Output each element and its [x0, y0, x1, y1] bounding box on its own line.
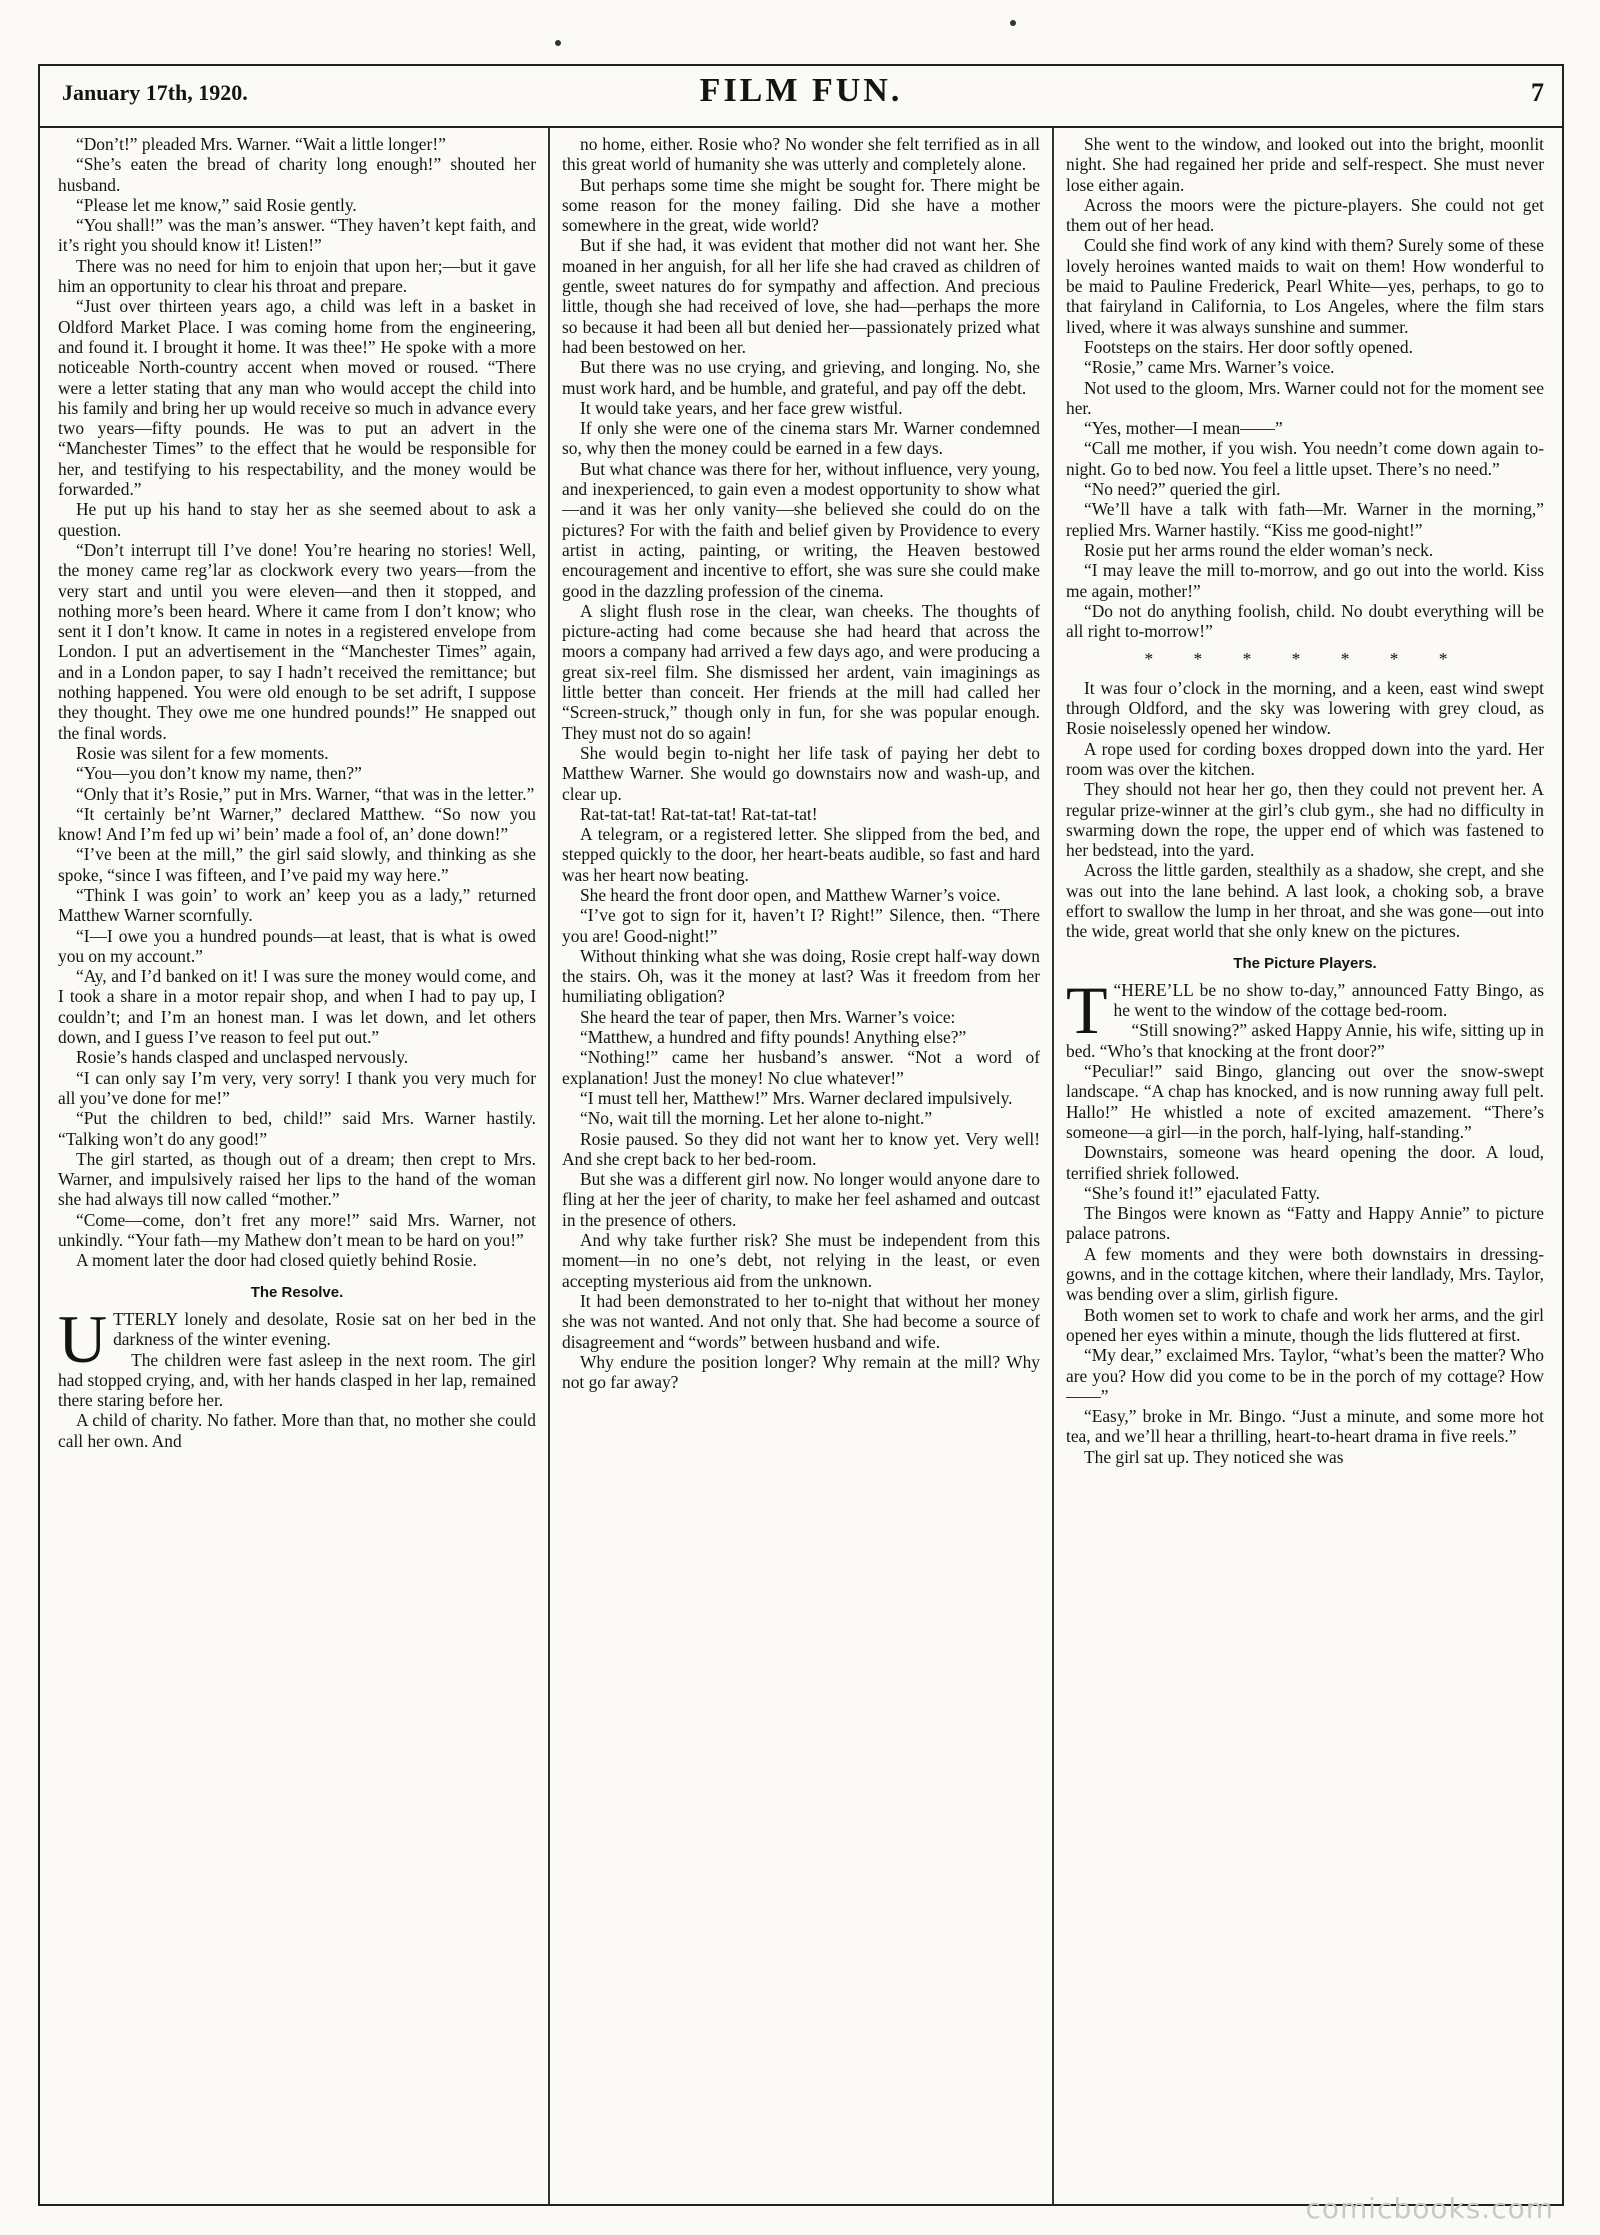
watermark: comicbooks.com	[1305, 2192, 1554, 2225]
article-paragraph: Rosie’s hands clasped and unclasped nervously.	[76, 1047, 409, 1068]
article-paragraph: “I may leave the mill to-morrow, and go out into the world. Kiss me again, mother!”	[1066, 560, 1544, 601]
article-paragraph: The children were fast asleep in the next room. The girl had stopped crying, and, with her hands clasped in her lap, remained there staring before her.	[58, 1349, 536, 1411]
publication-title: FILM FUN.	[699, 72, 903, 109]
page-header	[40, 66, 1562, 128]
article-paragraph: “Call me mother, if you wish. You needn’t come down again to-night. Go to bed now. You feel a little upset. There’s no need.”	[1066, 438, 1544, 479]
article-paragraph: And why take further risk? She must be independent from this moment—in no one’s debt, not relying in the least, or even accepting mysterious aid from the unknown.	[562, 1230, 1040, 1291]
article-paragraph: Both women set to work to chafe and work her arms, and the girl opened her eyes within a minute, though the lids fluttered at first.	[1066, 1304, 1544, 1345]
article-paragraph: “We’ll have a talk with fath—Mr. Warner in the morning,” replied Mrs. Warner hastily. “Kiss me good-night!”	[1066, 499, 1544, 540]
article-paragraph: But what chance was there for her, without influence, very young, and inexperienced, to gain even a modest opportunity to show what—and it was her only vanity—she believed she could do on the pictures? For with the faith and belief given by Providence to every artist in acting, painting, or writing, the Heaven bestowed encouragement and incentive to effort, she was sure she could make good in the dazzling profession of the cinema.	[562, 458, 1040, 601]
article-paragraph: “I must tell her, Matthew!” Mrs. Warner declared impulsively.	[580, 1087, 1013, 1108]
article-paragraph: There was no need for him to enjoin that upon her;—but it gave him an opportunity to clear his throat and prepare.	[58, 255, 536, 297]
article-paragraph: Could she find work of any kind with them? Surely some of these lovely heroines wanted maids to wait on them! How wonderful to be maid to Pauline Frederick, Pearl White—yes, perhaps, to go to that fairyland in California, to Los Angeles, where the film stars lived, where it was always sunshine and summer.	[1066, 235, 1544, 337]
article-paragraph: “Think I was goin’ to work an’ keep you as a lady,” returned Matthew Warner scornfully.	[58, 884, 536, 926]
article-paragraph: “You—you don’t know my name, then?”	[76, 763, 362, 784]
article-paragraph: “Ay, and I’d banked on it! I was sure the money would come, and I took a share in a motor repair shop, and when I had to pay up, I couldn’t; and I’m an honest man. I was let down, and let others down, and I guess I’ve reason to feel put out.”	[58, 966, 536, 1048]
article-paragraph: She went to the window, and looked out into the bright, moonlit night. She had regained her pride and self-respect. She must never lose either again.	[1066, 134, 1544, 195]
scene-separator: * * * * * * *	[1144, 649, 1466, 670]
article-paragraph: “Just over thirteen years ago, a child was left in a basket in Oldford Market Place. I was coming home from the engineering, and found it. I brought it home. It was thee!” He spoke with a more noticeable North-country accent when moved or roused. “There were a letter stating that any man who would accept the child into his family and bring her up would receive so much in advance every two years—fifty pounds. He was to put an advert in the “Manchester Times” to the effect that he would be responsible for her, and testifying to his respectability, and the money would be forwarded.”	[58, 296, 536, 500]
article-paragraph: “She’s found it!” ejaculated Fatty.	[1084, 1182, 1320, 1203]
article-paragraph: Across the little garden, stealthily as a shadow, she crept, and she was out into the lane behind. A last look, a choking sob, a brave effort to swallow the lump in her throat, and she was gone—out into the wide, great world that she only knew on the pictures.	[1066, 860, 1544, 942]
article-paragraph: But perhaps some time she might be sought for. There might be some reason for the money failing. Did she have a mother somewhere in the great, wide world?	[562, 174, 1040, 236]
article-paragraph: Rosie was silent for a few moments.	[76, 742, 329, 763]
article-paragraph: “No, wait till the morning. Let her alone to-night.”	[580, 1108, 933, 1129]
article-paragraph: She would begin to-night her life task of paying her debt to Matthew Warner. She would go downstairs now and wash-up, and clear up.	[562, 742, 1040, 804]
column-3	[1066, 134, 1544, 2196]
article-paragraph: “Don’t interrupt till I’ve done! You’re hearing no stories! Well, the money came reg’lar as clockwork every two years—from the very start and until you were eleven—and then it stopped, and nothing more’s been heard. Where it came from I don’t know; who sent it I don’t know. It came in notes in a registered envelope from London. I put an advertisement in the “Manchester Times” again, and in a London paper, to say I hadn’t received the remittance; but nothing happened. You were old enough to be set adrift, I suppose they thought. They owe me one hundred pounds!” He snapped out the final words.	[58, 539, 536, 743]
article-paragraph: “Please let me know,” said Rosie gently.	[76, 194, 357, 215]
article-paragraph: It had been demonstrated to her to-night that without her money she was not wanted. And not only that. She had become a source of disagreement and “words” between husband and wife.	[562, 1290, 1040, 1352]
article-paragraph: “Don’t!” pleaded Mrs. Warner. “Wait a little longer!”	[76, 134, 446, 154]
section-heading: The Picture Players.	[1233, 954, 1377, 972]
article-paragraph: A rope used for cording boxes dropped down into the yard. Her room was over the kitchen.	[1066, 738, 1544, 779]
article-paragraph: Across the moors were the picture-players. She could not get them out of her head.	[1066, 194, 1544, 236]
article-paragraph: “Nothing!” came her husband’s answer. “Not a word of explanation! Just the money! No clue whatever!”	[562, 1047, 1040, 1088]
article-paragraph: “I—I owe you a hundred pounds—at least, that is what is owed you on my account.”	[58, 925, 536, 966]
lead-text: “HERE’LL be no show to-day,” announced Fatty Bingo, as he went to the window of the cottage bed-room.	[1113, 979, 1544, 1021]
print-mark	[555, 40, 561, 46]
article-paragraph: If only she were one of the cinema stars Mr. Warner condemned so, why then the money could be earned in a few days.	[562, 418, 1040, 459]
article-paragraph: “Rosie,” came Mrs. Warner’s voice.	[1084, 357, 1335, 378]
article-paragraph: “It certainly be’nt Warner,” declared Matthew. “So now you know! And I’m fed up wi’ bein’ made a fool of, an’ done down!”	[58, 803, 536, 845]
article-paragraph: “Come—come, don’t fret any more!” said Mrs. Warner, not unkindly. “Your fath—my Mathew don’t mean to be hard on you!”	[58, 1209, 536, 1251]
article-paragraph: Why endure the position longer? Why remain at the mill? Why not go far away?	[562, 1351, 1040, 1393]
article-paragraph: “Easy,” broke in Mr. Bingo. “Just a minute, and some more hot tea, and we’ll hear a thrilling, heart-to-heart drama in five reels.”	[1066, 1406, 1544, 1447]
issue-date: January 17th, 1920.	[62, 80, 248, 105]
article-paragraph: “Yes, mother—I mean——”	[1084, 418, 1283, 439]
article-paragraph: She heard the tear of paper, then Mrs. Warner’s voice:	[580, 1006, 956, 1027]
section-lead-paragraph	[58, 1300, 536, 1377]
article-paragraph: “Do not do anything foolish, child. No doubt everything will be all right to-morrow!”	[1066, 600, 1544, 642]
article-paragraph: Rosie put her arms round the elder woman’s neck.	[1084, 539, 1434, 560]
article-paragraph: They should not hear her go, then they could not prevent her. A regular prize-winner at the girl’s club gym., she had no difficulty in swarming down the rope, the upper end of which was fastened to her bedstead, into the yard.	[1066, 779, 1544, 861]
article-paragraph: It was four o’clock in the morning, and a keen, east wind swept through Oldford, and the sky was lowering with grey cloud, as Rosie noiselessly opened her window.	[1066, 677, 1544, 739]
article-paragraph: But if she had, it was evident that mother did not want her. She moaned in her anguish, for all her life she had craved as children of gentle, sweet natures do for sympathy and affection. And precious little, though she had received of love, she had—perhaps the more so because it had been all but denied her—passionately prized what had been bestowed on her.	[562, 235, 1040, 357]
article-paragraph: A few moments and they were both downstairs in dressing-gowns, and in the cottage kitchen, where their landlady, Mrs. Taylor, was bending over a slim, girlish figure.	[1066, 1243, 1544, 1305]
article-paragraph: “No need?” queried the girl.	[1084, 479, 1281, 500]
article-paragraph: The girl sat up. They noticed she was	[1084, 1446, 1344, 1467]
print-mark	[1010, 20, 1016, 26]
article-paragraph: But there was no use crying, and grieving, and longing. No, she must work hard, and be humble, and grateful, and pay off the debt.	[562, 357, 1040, 398]
article-paragraph: Rat-tat-tat! Rat-tat-tat! Rat-tat-tat!	[580, 803, 818, 824]
article-paragraph: A slight flush rose in the clear, wan cheeks. The thoughts of picture-acting had come because she had heard that across the moors a company had arrived a few days ago, and were producing a great six-reel film. She dismissed her ardent, vain imaginings as little better than conceit. Her friends at the mill had called her “Screen-struck,” though only in fun, for she was popular enough. They must not do so again!	[562, 600, 1040, 743]
column-rule	[1052, 128, 1054, 2204]
article-paragraph: “I can only say I’m very, very sorry! I thank you very much for all you’ve done for me!”	[58, 1067, 536, 1108]
article-paragraph: A child of charity. No father. More than that, no mother she could call her own. And	[58, 1410, 536, 1451]
article-paragraph: But she was a different girl now. No longer would anyone dare to fling at her the jeer of charity, to make her feel ashamed and outcast in the presence of others.	[562, 1169, 1040, 1230]
article-paragraph: Downstairs, someone was heard opening the door. A loud, terrified shriek followed.	[1066, 1142, 1544, 1183]
section-heading: The Resolve.	[250, 1283, 344, 1301]
article-paragraph: “Peculiar!” said Bingo, glancing out over the snow-swept landscape. “A chap has knocked, and is now running away full pelt. Hallo!” He whistled a note of excited amazement. “There’s someone—a girl—in the porch, half-lying, half-standing.”	[1066, 1061, 1544, 1142]
article-paragraph: no home, either. Rosie who? No wonder she felt terrified as in all this great world of humanity she was utterly and completely alone.	[562, 134, 1040, 175]
article-paragraph: A telegram, or a registered letter. She slipped from the bed, and stepped quickly to the door, her heart-beats audible, so fast and hard was her heart now beating.	[562, 824, 1040, 885]
column-2	[562, 134, 1040, 2196]
drop-cap: U	[58, 1300, 108, 1377]
article-paragraph: Rosie paused. So they did not want her to know yet. Very well! And she crept back to her bed-room.	[562, 1128, 1040, 1169]
article-paragraph: “Matthew, a hundred and fifty pounds! Anything else?”	[580, 1027, 967, 1048]
article-paragraph: Not used to the gloom, Mrs. Warner could not for the moment see her.	[1066, 377, 1544, 418]
lead-text: TTERLY lonely and desolate, Rosie sat on her bed in the darkness of the winter evening.	[113, 1308, 536, 1350]
article-paragraph: “She’s eaten the bread of charity long enough!” shouted her husband.	[58, 154, 536, 195]
article-paragraph: “Only that it’s Rosie,” put in Mrs. Warner, “that was in the letter.”	[76, 783, 535, 804]
article-paragraph: A moment later the door had closed quietly behind Rosie.	[76, 1250, 477, 1271]
page-frame	[38, 64, 1564, 2206]
page-number: 7	[1531, 78, 1544, 107]
article-paragraph: “You shall!” was the man’s answer. “They haven’t kept faith, and it’s right you should know it! Listen!”	[58, 215, 536, 256]
article-paragraph: The Bingos were known as “Fatty and Happy Annie” to picture palace patrons.	[1066, 1203, 1544, 1244]
article-paragraph: The girl started, as though out of a dream; then crept to Mrs. Warner, and impulsively raised her lips to the hand of the woman she had always till now called “mother.”	[58, 1148, 536, 1210]
article-paragraph: It would take years, and her face grew wistful.	[580, 397, 903, 418]
article-paragraph: “My dear,” exclaimed Mrs. Taylor, “what’s been the matter? Who are you? How did you come to be in the porch of my cottage? How——”	[1066, 1345, 1544, 1406]
article-paragraph: She heard the front door open, and Matthew Warner’s voice.	[580, 884, 1001, 905]
column-1	[58, 134, 536, 2196]
article-paragraph: “Put the children to bed, child!” said Mrs. Warner hastily. “Talking won’t do any good!”	[58, 1108, 536, 1149]
article-paragraph: He put up his hand to stay her as she seemed about to ask a question.	[58, 499, 536, 540]
article-paragraph: Footsteps on the stairs. Her door softly opened.	[1084, 336, 1413, 357]
article-paragraph: “Still snowing?” asked Happy Annie, his wife, sitting up in bed. “Who’s that knocking at the front door?”	[1066, 1020, 1544, 1061]
drop-cap: T	[1066, 971, 1108, 1048]
article-paragraph: Without thinking what she was doing, Rosie crept half-way down the stairs. Oh, was it the money at last? Was it freedom from her humiliating obligation?	[562, 945, 1040, 1007]
article-paragraph: “I’ve been at the mill,” the girl said slowly, and thinking as she spoke, “since I was fifteen, and I’ve paid my way here.”	[58, 844, 536, 885]
column-rule	[548, 128, 550, 2204]
article-paragraph: “I’ve got to sign for it, haven’t I? Right!” Silence, then. “There you are! Good-night!”	[562, 905, 1040, 946]
